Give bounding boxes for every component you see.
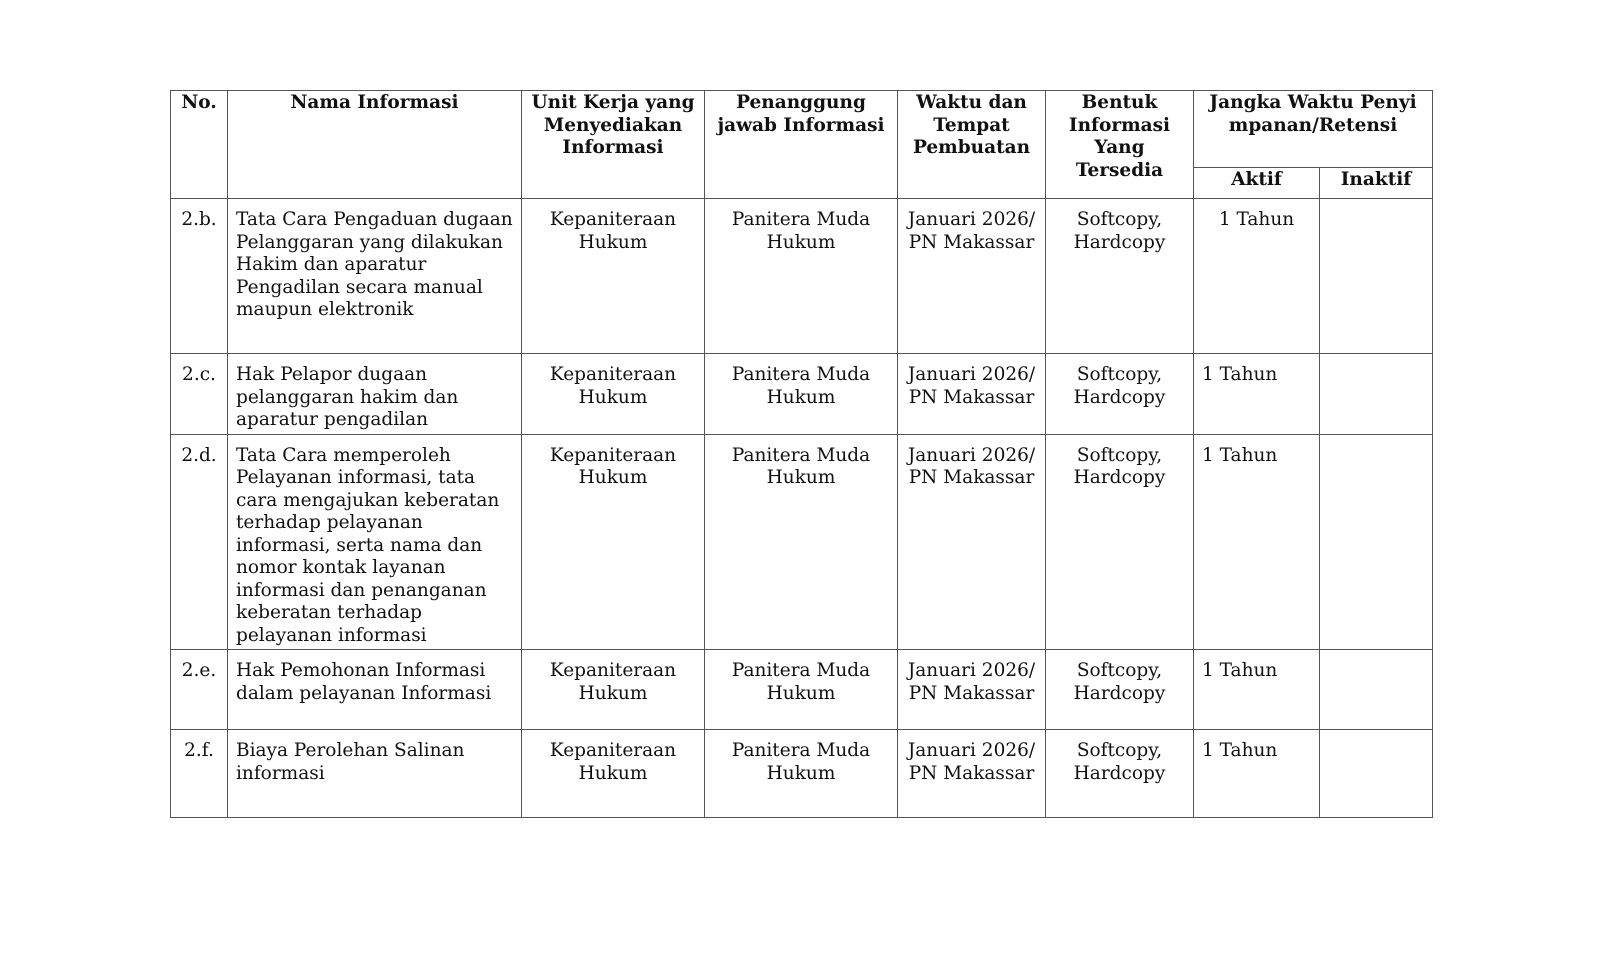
cell-no: 2.f. [171,730,228,818]
cell-inaktif [1320,434,1433,650]
cell-no: 2.b. [171,199,228,354]
cell-bentuk-informasi: Softcopy, Hardcopy [1046,650,1194,730]
table-body [171,199,1433,818]
cell-bentuk-informasi: Softcopy, Hardcopy [1046,730,1194,818]
cell-aktif: 1 Tahun [1194,354,1320,435]
cell-unit-kerja: Kepaniteraan Hukum [522,434,705,650]
cell-bentuk-informasi: Softcopy, Hardcopy [1046,434,1194,650]
cell-nama-informasi: Biaya Perolehan Salinan informasi [228,730,522,818]
table-row [171,199,1433,354]
cell-unit-kerja: Kepaniteraan Hukum [522,650,705,730]
cell-unit-kerja: Kepaniteraan Hukum [522,199,705,354]
table-row [171,650,1433,730]
cell-inaktif [1320,199,1433,354]
cell-aktif: 1 Tahun [1194,730,1320,818]
header-no: No. [171,91,228,199]
table-header [171,91,1433,199]
cell-waktu-tempat: Januari 2026/ PN Makassar [898,199,1046,354]
table-row [171,354,1433,435]
cell-bentuk-informasi: Softcopy, Hardcopy [1046,354,1194,435]
cell-bentuk-informasi: Softcopy, Hardcopy [1046,199,1194,354]
cell-no: 2.e. [171,650,228,730]
cell-penanggung-jawab: Panitera Muda Hukum [705,730,898,818]
cell-waktu-tempat: Januari 2026/ PN Makassar [898,650,1046,730]
cell-penanggung-jawab: Panitera Muda Hukum [705,199,898,354]
cell-inaktif [1320,354,1433,435]
cell-penanggung-jawab: Panitera Muda Hukum [705,434,898,650]
cell-nama-informasi: Tata Cara memperoleh Pelayanan informasi, tata cara mengajukan keberatan terhadap pelayanan informasi, serta nama dan nomor kontak layanan informasi dan penanganan keberatan terhadap pelayanan informasi [228,434,522,650]
header-jangka-waktu: Jangka Waktu Penyimpanan/Retensi [1194,91,1433,168]
header-unit-kerja: Unit Kerja yang Menyediakan Informasi [522,91,705,199]
cell-nama-informasi: Tata Cara Pengaduan dugaan Pelanggaran yang dilakukan Hakim dan aparatur Pengadilan secara manual maupun elektronik [228,199,522,354]
header-waktu-tempat: Waktu dan Tempat Pembuatan [898,91,1046,199]
cell-waktu-tempat: Januari 2026/ PN Makassar [898,434,1046,650]
cell-penanggung-jawab: Panitera Muda Hukum [705,354,898,435]
cell-nama-informasi: Hak Pelapor dugaan pelanggaran hakim dan aparatur pengadilan [228,354,522,435]
header-nama-informasi: Nama Informasi [228,91,522,199]
header-penanggung-jawab: Penanggung jawab Informasi [705,91,898,199]
cell-waktu-tempat: Januari 2026/ PN Makassar [898,730,1046,818]
header-inaktif: Inaktif [1320,168,1433,199]
cell-aktif: 1 Tahun [1194,199,1320,354]
header-aktif: Aktif [1194,168,1320,199]
cell-unit-kerja: Kepaniteraan Hukum [522,354,705,435]
information-table [170,90,1433,818]
cell-nama-informasi: Hak Pemohonan Informasi dalam pelayanan Informasi [228,650,522,730]
cell-aktif: 1 Tahun [1194,650,1320,730]
table-row [171,730,1433,818]
cell-waktu-tempat: Januari 2026/ PN Makassar [898,354,1046,435]
table-row [171,434,1433,650]
cell-penanggung-jawab: Panitera Muda Hukum [705,650,898,730]
cell-inaktif [1320,650,1433,730]
cell-inaktif [1320,730,1433,818]
cell-unit-kerja: Kepaniteraan Hukum [522,730,705,818]
cell-aktif: 1 Tahun [1194,434,1320,650]
header-bentuk-informasi: Bentuk Informasi Yang Tersedia [1046,91,1194,199]
cell-no: 2.d. [171,434,228,650]
cell-no: 2.c. [171,354,228,435]
